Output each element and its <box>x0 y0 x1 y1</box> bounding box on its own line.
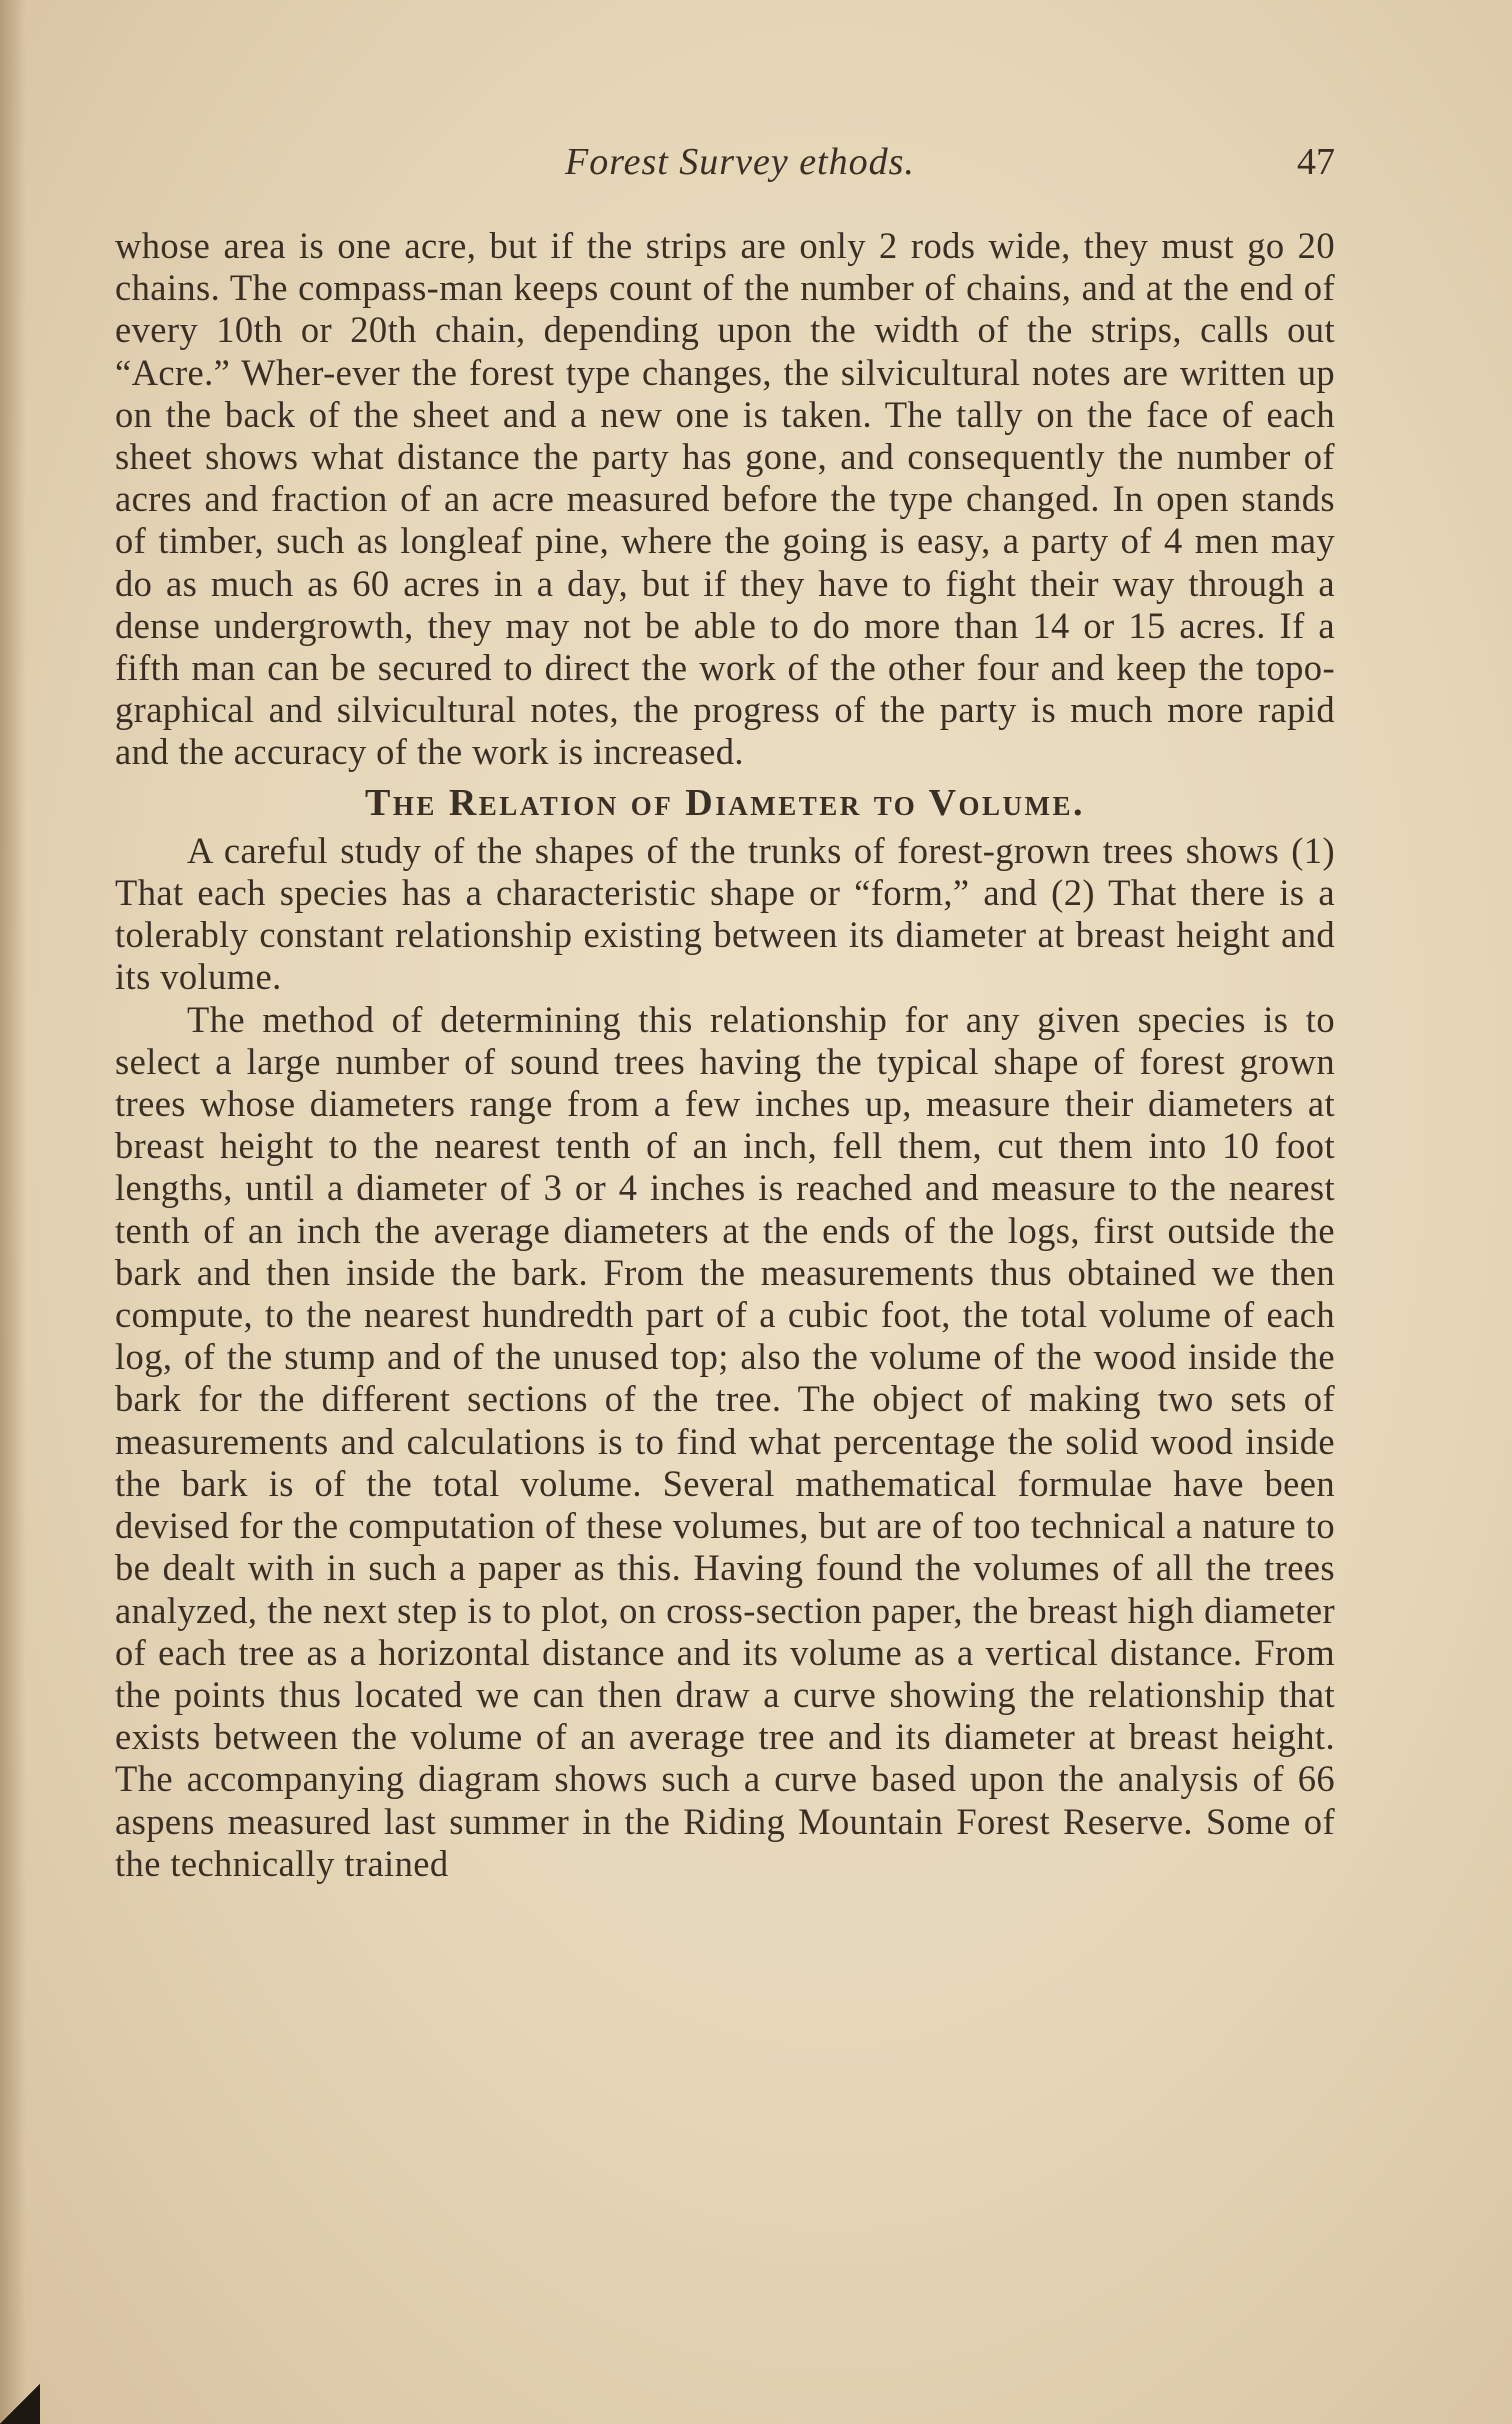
page-corner-shadow <box>0 2384 40 2424</box>
page-body <box>115 225 1335 1885</box>
page-header <box>115 140 1335 200</box>
running-title: Forest Survey ethods. <box>565 141 915 183</box>
paragraph-continued: whose area is one acre, but if the strips are only 2 rods wide, they must go 20 chains. The compass-man keeps count of the number of chains, and at the end of every 10th or 20th chain, depending upon the width of the strips, calls out “Acre.” Wher-ever the forest type changes, the silvicultural notes are written up on the back of the sheet and a new one is taken. The tally on the face of each sheet shows what distance the party has gone, and consequently the number of acres and fraction of an acre measured before the type changed. In open stands of timber, such as longleaf pine, where the going is easy, a party of 4 men may do as much as 60 acres in a day, but if they have to fight their way through a dense undergrowth, they may not be able to do more than 14 or 15 acres. If a fifth man can be secured to direct the work of the other four and keep the topo-graphical and silvicultural notes, the progress of the party is much more rapid and the accuracy of the work is increased. <box>115 225 1335 773</box>
section-heading: The Relation of Diameter to Volume. <box>364 781 1086 824</box>
paragraph: A careful study of the shapes of the trunks of forest-grown trees shows (1) That each species has a characteristic shape or “form,” and (2) That there is a tolerably constant relationship existing between its diameter at breast height and its volume. <box>115 829 1335 998</box>
spine-shadow <box>0 0 26 2424</box>
paragraph: The method of determining this relationship for any given species is to select a large number of sound trees having the typical shape of forest grown trees whose diameters range from a few inches up, measure their diameters at breast height to the nearest tenth of an inch, fell them, cut them into 10 foot lengths, until a diameter of 3 or 4 inches is reached and measure to the nearest tenth of an inch the average diameters at the ends of the logs, first outside the bark and then inside the bark. From the measurements thus obtained we then compute, to the nearest hundredth part of a cubic foot, the total volume of each log, of the stump and of the unused top; also the volume of the wood inside the bark for the different sections of the tree. The object of making two sets of measurements and calculations is to find what percentage the solid wood inside the bark is of the total volume. Several mathematical formulae have been devised for the computation of these volumes, but are of too technical a nature to be dealt with in such a paper as this. Having found the volumes of all the trees analyzed, the next step is to plot, on cross-section paper, the breast high diameter of each tree as a horizontal distance and its volume as a vertical distance. From the points thus located we can then draw a curve showing the relationship that exists between the volume of an average tree and its diameter at breast height. The accompanying diagram shows such a curve based upon the analysis of 66 aspens measured last summer in the Riding Mountain Forest Reserve. Some of the technically trained <box>115 998 1335 1884</box>
page-number: 47 <box>1297 141 1335 183</box>
